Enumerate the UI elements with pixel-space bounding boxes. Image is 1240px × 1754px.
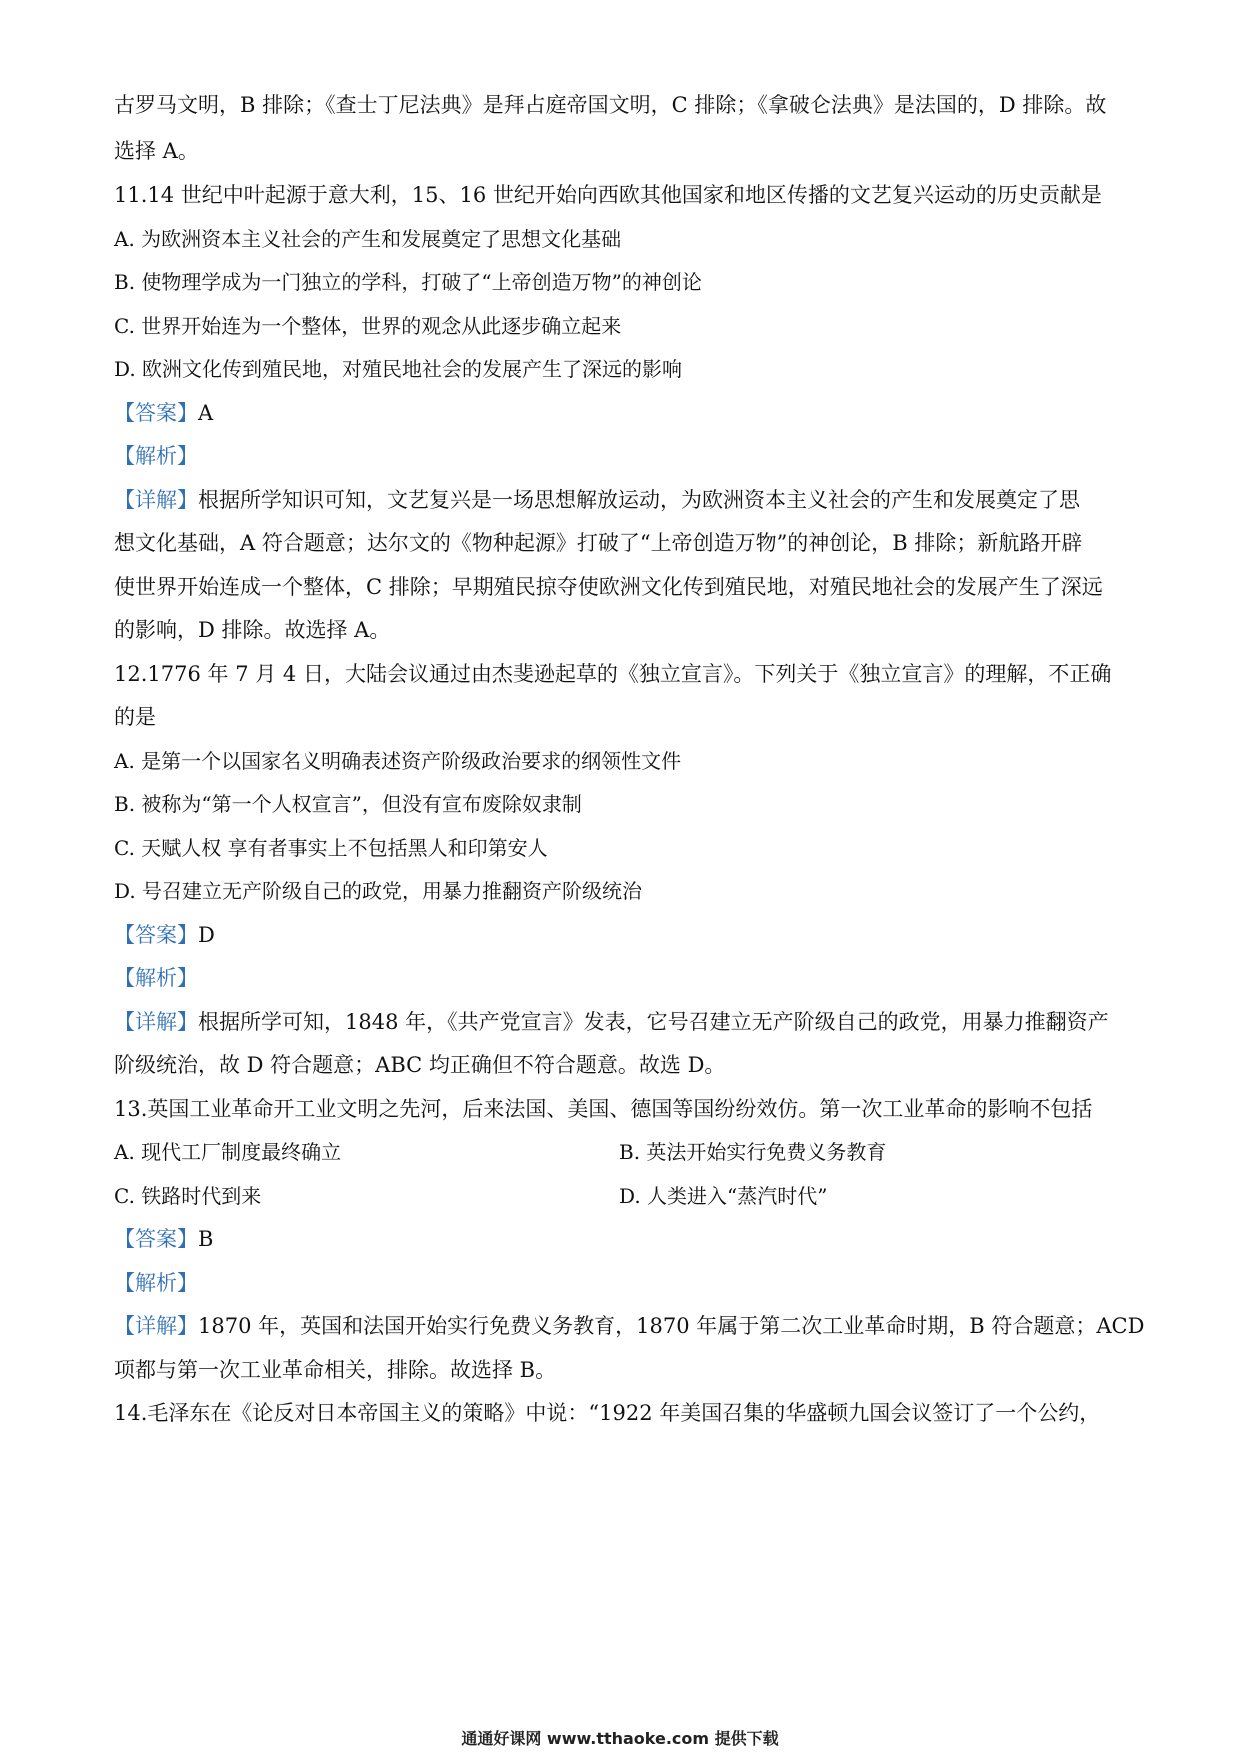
- q13-detail: [114, 1311, 1145, 1341]
- answer-tag: 【答案】: [114, 401, 198, 425]
- q11-analysis-tag: 【解析】: [114, 444, 198, 468]
- q11-detail: [114, 485, 1134, 515]
- answer-tag: 【答案】: [114, 923, 198, 947]
- answer-value: A: [198, 401, 214, 425]
- question-11: 11.14 世纪中叶起源于意大利，15、16 世纪开始向西欧其他国家和地区传播的文艺复兴运动的历史贡献是: [114, 183, 1102, 207]
- q13-option-b: B. 英法开始实行免费义务教育: [619, 1140, 887, 1164]
- question-12: 12.1776 年 7 月 4 日，大陆会议通过由杰斐逊起草的《独立宣言》。下列关于《独立宣言》的理解，不正确: [114, 662, 1112, 686]
- text-line: 的是: [114, 705, 156, 729]
- q12-analysis-tag: 【解析】: [114, 966, 198, 990]
- answer-value: D: [198, 923, 215, 947]
- text-line: 想文化基础，A 符合题意；达尔文的《物种起源》打破了“上帝创造万物”的神创论，B 排除；新航路开辟: [114, 531, 1083, 555]
- q12-option-a: A. 是第一个以国家名义明确表述资产阶级政治要求的纲领性文件: [114, 749, 682, 773]
- detail-tag: 【详解】: [114, 1010, 198, 1034]
- question-14: 14.毛泽东在《论反对日本帝国主义的策略》中说：“1922 年美国召集的华盛顿九国会议签订了一个公约，: [114, 1401, 1101, 1425]
- q12-answer: [114, 920, 1134, 950]
- q11-option-d: D. 欧洲文化传到殖民地，对殖民地社会的发展产生了深远的影响: [114, 357, 683, 381]
- q13-analysis-tag: 【解析】: [114, 1271, 198, 1295]
- detail-text: 1870 年，英国和法国开始实行免费义务教育，1870 年属于第二次工业革命时期，B 符合题意；ACD: [198, 1314, 1145, 1338]
- q13-option-d: D. 人类进入“蒸汽时代”: [619, 1184, 828, 1208]
- text-line: 古罗马文明，B 排除；《查士丁尼法典》是拜占庭帝国文明，C 排除；《拿破仑法典》是法国的，D 排除。故: [114, 93, 1107, 117]
- text-line: 选择 A。: [114, 139, 199, 163]
- detail-text: 根据所学知识可知，文艺复兴是一场思想解放运动，为欧洲资本主义社会的产生和发展奠定了思: [198, 488, 1080, 512]
- text-line: 的影响，D 排除。故选择 A。: [114, 618, 391, 642]
- q13-option-c: C. 铁路时代到来: [114, 1184, 262, 1208]
- detail-tag: 【详解】: [114, 1314, 198, 1338]
- q12-detail: [114, 1007, 1134, 1037]
- text-line: 阶级统治，故 D 符合题意；ABC 均正确但不符合题意。故选 D。: [114, 1053, 726, 1077]
- q12-option-c: C. 天赋人权 享有者事实上不包括黑人和印第安人: [114, 836, 548, 860]
- q11-option-b: B. 使物理学成为一门独立的学科，打破了“上帝创造万物”的神创论: [114, 270, 702, 294]
- footer-watermark: 通通好课网 www.tthaoke.com 提供下载: [461, 1729, 779, 1748]
- q11-answer: [114, 398, 1134, 428]
- q12-option-d: D. 号召建立无产阶级自己的政党，用暴力推翻资产阶级统治: [114, 879, 643, 903]
- q13-option-a: A. 现代工厂制度最终确立: [114, 1140, 342, 1164]
- question-13: 13.英国工业革命开工业文明之先河，后来法国、美国、德国等国纷纷效仿。第一次工业革命的影响不包括: [114, 1097, 1093, 1121]
- q11-option-a: A. 为欧洲资本主义社会的产生和发展奠定了思想文化基础: [114, 227, 622, 251]
- detail-text: 根据所学可知，1848 年，《共产党宣言》发表，它号召建立无产阶级自己的政党，用暴力推翻资产: [198, 1010, 1109, 1034]
- text-line: 使世界开始连成一个整体，C 排除；早期殖民掠夺使欧洲文化传到殖民地，对殖民地社会的发展产生了深远: [114, 575, 1103, 599]
- answer-tag: 【答案】: [114, 1227, 198, 1251]
- q13-answer: [114, 1224, 1134, 1254]
- answer-value: B: [198, 1227, 214, 1251]
- text-line: 项都与第一次工业革命相关，排除。故选择 B。: [114, 1358, 557, 1382]
- detail-tag: 【详解】: [114, 488, 198, 512]
- q12-option-b: B. 被称为“第一个人权宣言”，但没有宣布废除奴隶制: [114, 792, 582, 816]
- q11-option-c: C. 世界开始连为一个整体，世界的观念从此逐步确立起来: [114, 314, 622, 338]
